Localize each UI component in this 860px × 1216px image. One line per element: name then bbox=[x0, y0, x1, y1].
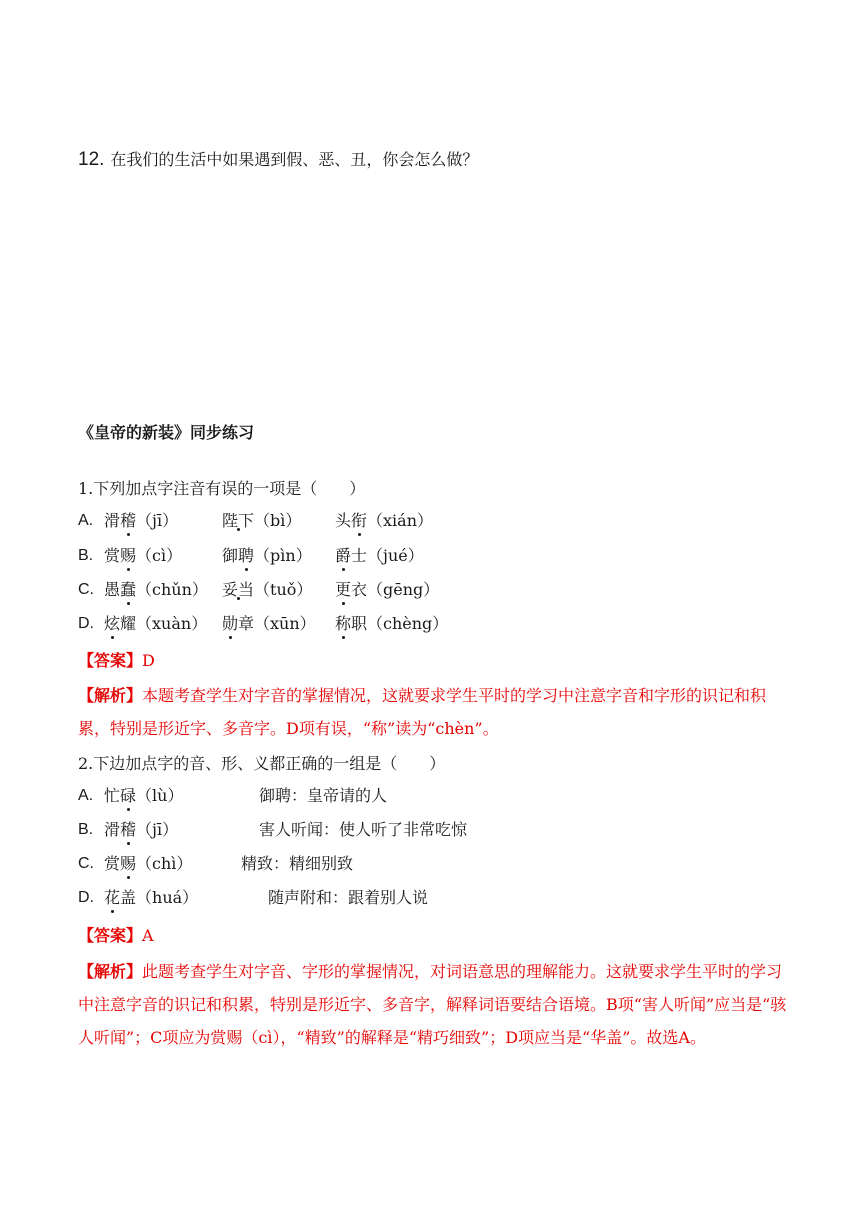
option-label: D. bbox=[78, 889, 94, 906]
dotted-char: 炫 bbox=[104, 614, 121, 633]
option-word-c bbox=[335, 546, 424, 566]
option-label: C. bbox=[78, 855, 94, 872]
option-label: A. bbox=[78, 787, 94, 804]
word-pinyin: （lù） bbox=[136, 786, 184, 805]
dotted-char: 稽 bbox=[120, 820, 137, 839]
q1-answer bbox=[78, 651, 155, 671]
dotted-char: 称 bbox=[335, 614, 352, 633]
dotted-char: 爵 bbox=[335, 546, 352, 565]
question-12 bbox=[78, 150, 478, 170]
word-text: 头 bbox=[335, 511, 352, 530]
word-pinyin: （chǔn） bbox=[136, 580, 208, 599]
word-pinyin: （jī） bbox=[136, 820, 179, 839]
q2-analysis-text: 此题考查学生对字音、字形的掌握情况，对词语意思的理解能力。这就要求学生平时的学习中注意字音的识记和积累，特别是形近字、多音字，解释词语要结合语境。B项“害人听闻”应当是“骇人听闻”；C项应为赏赐（cì），“精致”的解释是“精巧细致”；D项应当是“华盖”。故选A。 bbox=[78, 962, 787, 1047]
word-pinyin: （xián） bbox=[367, 511, 434, 530]
option-word bbox=[104, 888, 198, 908]
word-pinyin: （cì） bbox=[136, 546, 183, 565]
word-pinyin: 章（xūn） bbox=[238, 614, 316, 633]
option-word-c bbox=[335, 511, 433, 531]
word-text: 御 bbox=[222, 546, 239, 565]
option-word-a bbox=[104, 511, 178, 531]
option-word bbox=[104, 820, 178, 840]
q2-answer-value: A bbox=[142, 926, 154, 945]
option-label: B. bbox=[78, 547, 94, 564]
q2-analysis bbox=[78, 955, 788, 1054]
q2-answer bbox=[78, 926, 154, 946]
option-word-a bbox=[104, 614, 207, 634]
word-text: 陛 bbox=[222, 511, 239, 530]
option-word-b bbox=[222, 614, 316, 634]
word-pinyin: 耀（xuàn） bbox=[120, 614, 208, 633]
word-pinyin: 盖（huá） bbox=[120, 888, 199, 907]
option-word bbox=[104, 854, 192, 874]
dotted-char: 碌 bbox=[120, 786, 137, 805]
option-explanation: 御聘：皇帝请的人 bbox=[259, 786, 388, 805]
dotted-char: 赐 bbox=[120, 854, 137, 873]
q1-analysis-tag: 【解析】 bbox=[78, 686, 143, 705]
question-12-text: 在我们的生活中如果遇到假、恶、丑，你会怎么做？ bbox=[110, 150, 479, 169]
dotted-char: 赐 bbox=[120, 546, 137, 565]
word-pinyin: 下（bì） bbox=[238, 511, 302, 530]
question-12-number: 12. bbox=[78, 149, 105, 170]
q2-answer-tag: 【答案】 bbox=[78, 926, 143, 945]
word-pinyin: （jī） bbox=[136, 511, 179, 530]
option-word-c bbox=[335, 580, 439, 600]
section-title: 《皇帝的新装》同步练习 bbox=[78, 423, 255, 442]
word-text: 滑 bbox=[104, 820, 121, 839]
option-label: D. bbox=[78, 615, 94, 632]
option-label: C. bbox=[78, 581, 94, 598]
q1-stem: 1.下列加点字注音有误的一项是（ ） bbox=[78, 479, 366, 498]
option-word-b bbox=[222, 546, 312, 566]
option-explanation: 随声附和：跟着别人说 bbox=[268, 888, 429, 907]
word-pinyin: 士（jué） bbox=[351, 546, 424, 565]
word-pinyin: 衣（gēng） bbox=[351, 580, 440, 599]
option-explanation: 精致：精细别致 bbox=[241, 854, 354, 873]
dotted-char: 衔 bbox=[351, 511, 368, 530]
dotted-char: 花 bbox=[104, 888, 121, 907]
dotted-char: 更 bbox=[335, 580, 352, 599]
dotted-char: 勋 bbox=[222, 614, 239, 633]
q1-answer-tag: 【答案】 bbox=[78, 651, 143, 670]
word-text: 愚 bbox=[104, 580, 121, 599]
q1-analysis bbox=[78, 679, 788, 745]
word-pinyin: 当（tuǒ） bbox=[238, 580, 313, 599]
option-word-c bbox=[335, 614, 448, 634]
word-pinyin: （chì） bbox=[136, 854, 193, 873]
q1-answer-value: D bbox=[142, 651, 155, 670]
option-label: B. bbox=[78, 821, 94, 838]
word-text: 赏 bbox=[104, 546, 121, 565]
dotted-char: 聘 bbox=[238, 546, 255, 565]
option-explanation: 害人听闻：使人听了非常吃惊 bbox=[259, 820, 468, 839]
option-word bbox=[104, 786, 183, 806]
option-word-a bbox=[104, 546, 182, 566]
option-label: A. bbox=[78, 512, 94, 529]
word-text: 妥 bbox=[222, 580, 239, 599]
word-text: 忙 bbox=[104, 786, 121, 805]
option-word-a bbox=[104, 580, 208, 600]
word-pinyin: （pìn） bbox=[254, 546, 312, 565]
q2-stem: 2.下边加点字的音、形、义都正确的一组是（ ） bbox=[78, 754, 446, 773]
q2-analysis-tag: 【解析】 bbox=[78, 962, 143, 981]
dotted-char: 稽 bbox=[120, 511, 137, 530]
word-text: 滑 bbox=[104, 511, 121, 530]
q1-analysis-text: 本题考查学生对字音的掌握情况，这就要求学生平时的学习中注意字音和字形的识记和积累，特别是形近字、多音字。D项有误，“称”读为“chèn”。 bbox=[78, 686, 767, 738]
word-text: 赏 bbox=[104, 854, 121, 873]
option-word-b bbox=[222, 580, 312, 600]
dotted-char: 蠢 bbox=[120, 580, 137, 599]
word-pinyin: 职（chèng） bbox=[351, 614, 449, 633]
option-word-b bbox=[222, 511, 301, 531]
